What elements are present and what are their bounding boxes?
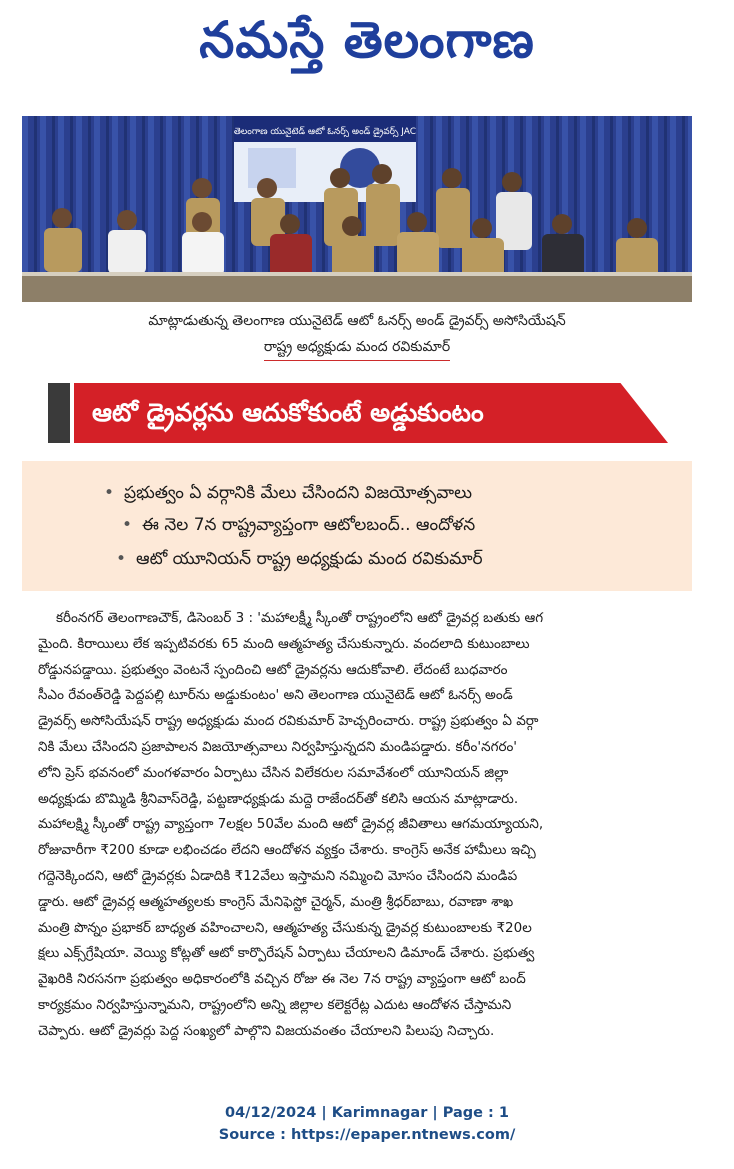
highlight-item: • ఆటో యూనియన్ రాష్ట్ర అధ్యక్షుడు మంద రవికుమార్	[116, 549, 483, 569]
caption-line-2: రాష్ట్ర అధ్యక్షుడు మంద రవికుమార్	[264, 334, 450, 361]
table	[22, 274, 692, 302]
page-footer	[0, 1102, 734, 1146]
highlight-item: • ప్రభుత్వం ఏ వర్గానికి మేలు చేసిందని విజయోత్సవాలు	[104, 483, 473, 503]
article-line: వైఖరికి నిరసనగా ప్రభుత్వం అధికారంలోకి వచ్చిన రోజు ఈ నెల 7న రాష్ట్ర వ్యాప్తంగా ఆటో బంద్	[38, 971, 526, 988]
masthead-title: నమస్తే తెలంగాణ	[199, 11, 535, 69]
headline-banner	[48, 383, 668, 443]
article-line: రోజువారీగా ₹200 కూడా లభించడం లేదని ఆందోళన వ్యక్తం చేశారు. కాంగ్రెస్ అనేక హామీలు ఇచ్చి	[38, 842, 536, 859]
article-line: మహాలక్ష్మి స్కీంతో రాష్ట్ర వ్యాప్తంగా 7లక్షల 50వేల మంది ఆటో డ్రైవర్ల జీవితాలు ఆగమయ్యాయని,	[38, 816, 544, 833]
footer-date-line: 04/12/2024 | Karimnagar | Page : 1	[225, 1105, 509, 1121]
article-line: మైంది. కిరాయిలు లేక ఇప్పటివరకు 65 మంది ఆత్మహత్య చేసుకున్నారు. వందలాది కుటుంబాలు	[38, 635, 530, 652]
bullet-icon: •	[104, 483, 115, 503]
headline-accent-bar	[48, 383, 70, 443]
bullet-icon: •	[116, 549, 127, 569]
article-line: చెప్పారు. ఆటో డ్రైవర్లు పెద్ద సంఖ్యలో పాల్గొని విజయవంతం చేయాలని పిలుపు నిచ్చారు.	[38, 1022, 495, 1039]
article-line: నికి మేలు చేసిందని ప్రజాపాలన విజయోత్సవాలు నిర్వహిస్తున్నదని మండిపడ్డారు. కరీం'నగరం'	[38, 738, 518, 755]
highlight-item: • ఈ నెల 7న రాష్ట్రవ్యాప్తంగా ఆటోలబంద్.. ఆందోళన	[122, 515, 476, 535]
caption-line-1: మాట్లాడుతున్న తెలంగాణ యునైటెడ్ ఆటో ఓనర్స్ అండ్ డ్రైవర్స్ అసోసియేషన్	[148, 313, 566, 329]
headline: ఆటో డ్రైవర్లను ఆదుకోకుంటే అడ్డుకుంటం	[92, 398, 484, 427]
group-photo-illustration	[22, 116, 692, 302]
article-line: క్షలు ఎక్స్‌గ్రేషియా. వెయ్యి కోట్లతో ఆటో కార్పొరేషన్ ఏర్పాటు చేయాలని డిమాండ్ చేశారు. ప్రభుత్వ	[38, 945, 535, 962]
article-line: కార్యక్రమం నిర్వహిస్తున్నామని, రాష్ట్రంలోని అన్ని జిల్లాల కలెక్టరేట్ల ఎదుట ఆందోళన చేస్తామని	[38, 996, 512, 1013]
article-line: డ్రైవర్స్ అసోసియేషన్ రాష్ట్ర అధ్యక్షుడు మంద రవికుమార్ హెచ్చరించారు. రాష్ట్ర ప్రభుత్వం ఏ వర్గా	[38, 713, 539, 730]
highlights-box	[22, 461, 692, 591]
article-line: మంత్రి పొన్నం ప్రభాకర్ బాధ్యత వహించాలని, ఆత్మహత్య చేసుకున్న డ్రైవర్ల కుటుంబాలకు ₹20ల	[38, 919, 532, 936]
bullet-icon: •	[122, 515, 133, 535]
article-body	[38, 606, 694, 1045]
banner-text: తెలంగాణ యునైటెడ్ ఆటో ఓనర్స్ అండ్ డ్రైవర్స్ JAC	[233, 127, 417, 137]
footer-source-link[interactable]: Source : https://epaper.ntnews.com/	[218, 1127, 516, 1143]
article-line: గద్దెనెక్కిందని, ఆటో డ్రైవర్లకు ఏడాదికి ₹12వేలు ఇస్తామని నమ్మించి మోసం చేసిందని మండిప	[38, 867, 518, 884]
news-photo	[22, 116, 692, 302]
article-line: రోడ్డునపడ్డాయి. ప్రభుత్వం వెంటనే స్పందించి ఆటో డ్రైవర్లను ఆదుకోవాలి. లేదంటే బుధవారం	[38, 661, 508, 678]
article-line: డ్డారు. ఆటో డ్రైవర్ల ఆత్మహత్యలకు కాంగ్రెస్ మేనిఫెస్టో చైర్మన్, మంత్రి శ్రీధర్‌బాబు, రవాణా శాఖ	[38, 893, 514, 910]
front-row-people	[44, 208, 658, 282]
photo-caption	[22, 308, 692, 361]
article-line: కరీంనగర్ తెలంగాణచౌక్, డిసెంబర్ 3 : 'మహాలక్ష్మీ స్కీంతో రాష్ట్రంలోని ఆటో డ్రైవర్ల బతుకు ఆగ	[56, 610, 544, 626]
article-line: లోని ప్రెస్ భవనంలో మంగళవారం ఏర్పాటు చేసిన విలేకరుల సమావేశంలో యూనియన్ జిల్లా	[38, 764, 509, 781]
article-line: అధ్యక్షుడు బొమ్మిడి శ్రీనివాస్‌రెడ్డి, పట్టణాధ్యక్షుడు మద్దె రాజేందర్‌తో కలిసి ఆయన మాట్లాడారు.	[38, 790, 519, 807]
article-line: సీఎం రేవంత్‌రెడ్డి పెద్దపల్లి టూర్‌ను అడ్డుకుంటం' అని తెలంగాణ యునైటెడ్ ఆటో ఓనర్స్ అండ్	[38, 687, 513, 704]
